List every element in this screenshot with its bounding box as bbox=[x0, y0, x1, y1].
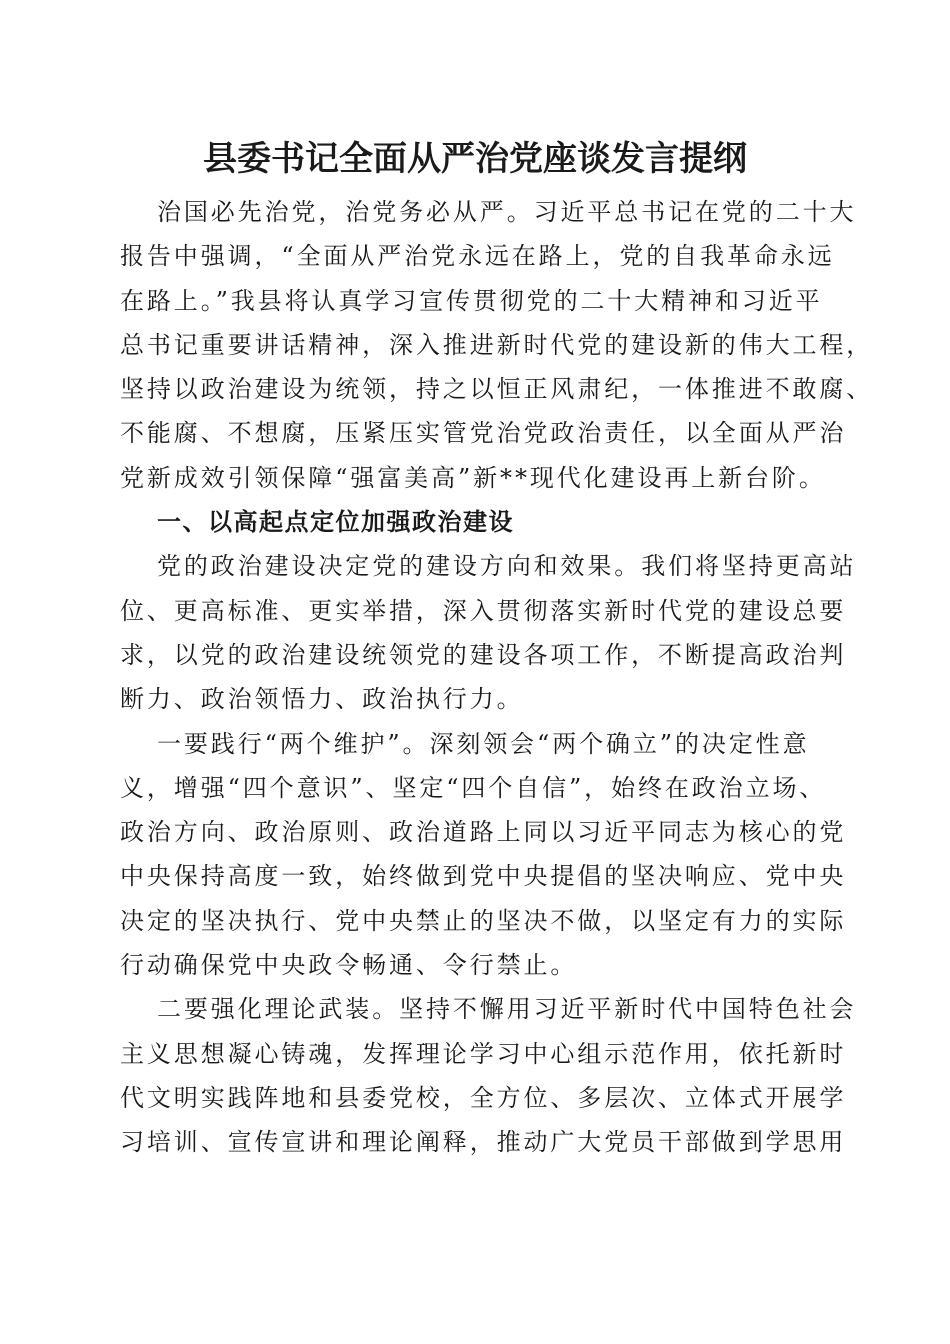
paragraph-line: 主义思想凝心铸魂，发挥理论学习中心组示范作用，依托新时 bbox=[120, 1039, 847, 1068]
paragraph-line: 断力、政治领悟力、政治执行力。 bbox=[120, 685, 524, 714]
paragraph-line: 党的政治建设决定党的建设方向和效果。我们将坚持更高站 bbox=[157, 552, 857, 581]
section-heading: 一、以高起点定位加强政治建设 bbox=[157, 508, 514, 537]
paragraph-line: 代文明实践阵地和县委党校，全方位、多层次、立体式开展学 bbox=[120, 1083, 847, 1112]
paragraph-line: 治国必先治党，治党务必从严。习近平总书记在党的二十大 bbox=[157, 198, 857, 226]
paragraph-line: 二要强化理论武装。坚持不懈用习近平新时代中国特色社会 bbox=[157, 995, 857, 1024]
paragraph-line: 决定的坚决执行、党中央禁止的坚决不做，以坚定有力的实际 bbox=[120, 906, 847, 935]
paragraph-line: 报告中强调，“全面从严治党永远在路上，党的自我革命永远 bbox=[120, 242, 835, 271]
paragraph-line: 求，以党的政治建设统领党的建设各项工作，不断提高政治判 bbox=[120, 640, 847, 669]
paragraph-line: 义，增强“四个意识”、坚定“四个自信”，始终在政治立场、 bbox=[120, 773, 827, 802]
paragraph-line: 一要践行“两个维护”。深刻领会“两个确立”的决定性意 bbox=[157, 729, 810, 758]
paragraph-line: 坚持以政治建设为统领，持之以恒正风肃纪，一体推进不敢腐、 bbox=[120, 375, 874, 404]
paragraph-line: 不能腐、不想腐，压紧压实管党治党政治责任，以全面从严治 bbox=[120, 419, 847, 448]
document-body bbox=[120, 190, 874, 1165]
paragraph-line: 总书记重要讲话精神，深入推进新时代党的建设新的伟大工程， bbox=[120, 330, 874, 359]
document-title: 县委书记全面从严治党座谈发言提纲 bbox=[203, 139, 747, 179]
paragraph-line: 中央保持高度一致，始终做到党中央提倡的坚决响应、党中央 bbox=[120, 862, 847, 891]
paragraph-line: 党新成效引领保障“强富美高”新**现代化建设再上新台阶。 bbox=[120, 463, 826, 492]
paragraph-line: 行动确保党中央政令畅通、令行禁止。 bbox=[120, 951, 578, 980]
paragraph-line: 位、更高标准、更实举措，深入贯彻落实新时代党的建设总要 bbox=[120, 596, 847, 625]
paragraph-line: 在路上。”我县将认真学习宣传贯彻党的二十大精神和习近平 bbox=[120, 286, 823, 315]
paragraph-line: 习培训、宣传宣讲和理论阐释，推动广大党员干部做到学思用 bbox=[120, 1128, 847, 1157]
paragraph-line: 政治方向、政治原则、政治道路上同以习近平同志为核心的党 bbox=[120, 818, 847, 847]
